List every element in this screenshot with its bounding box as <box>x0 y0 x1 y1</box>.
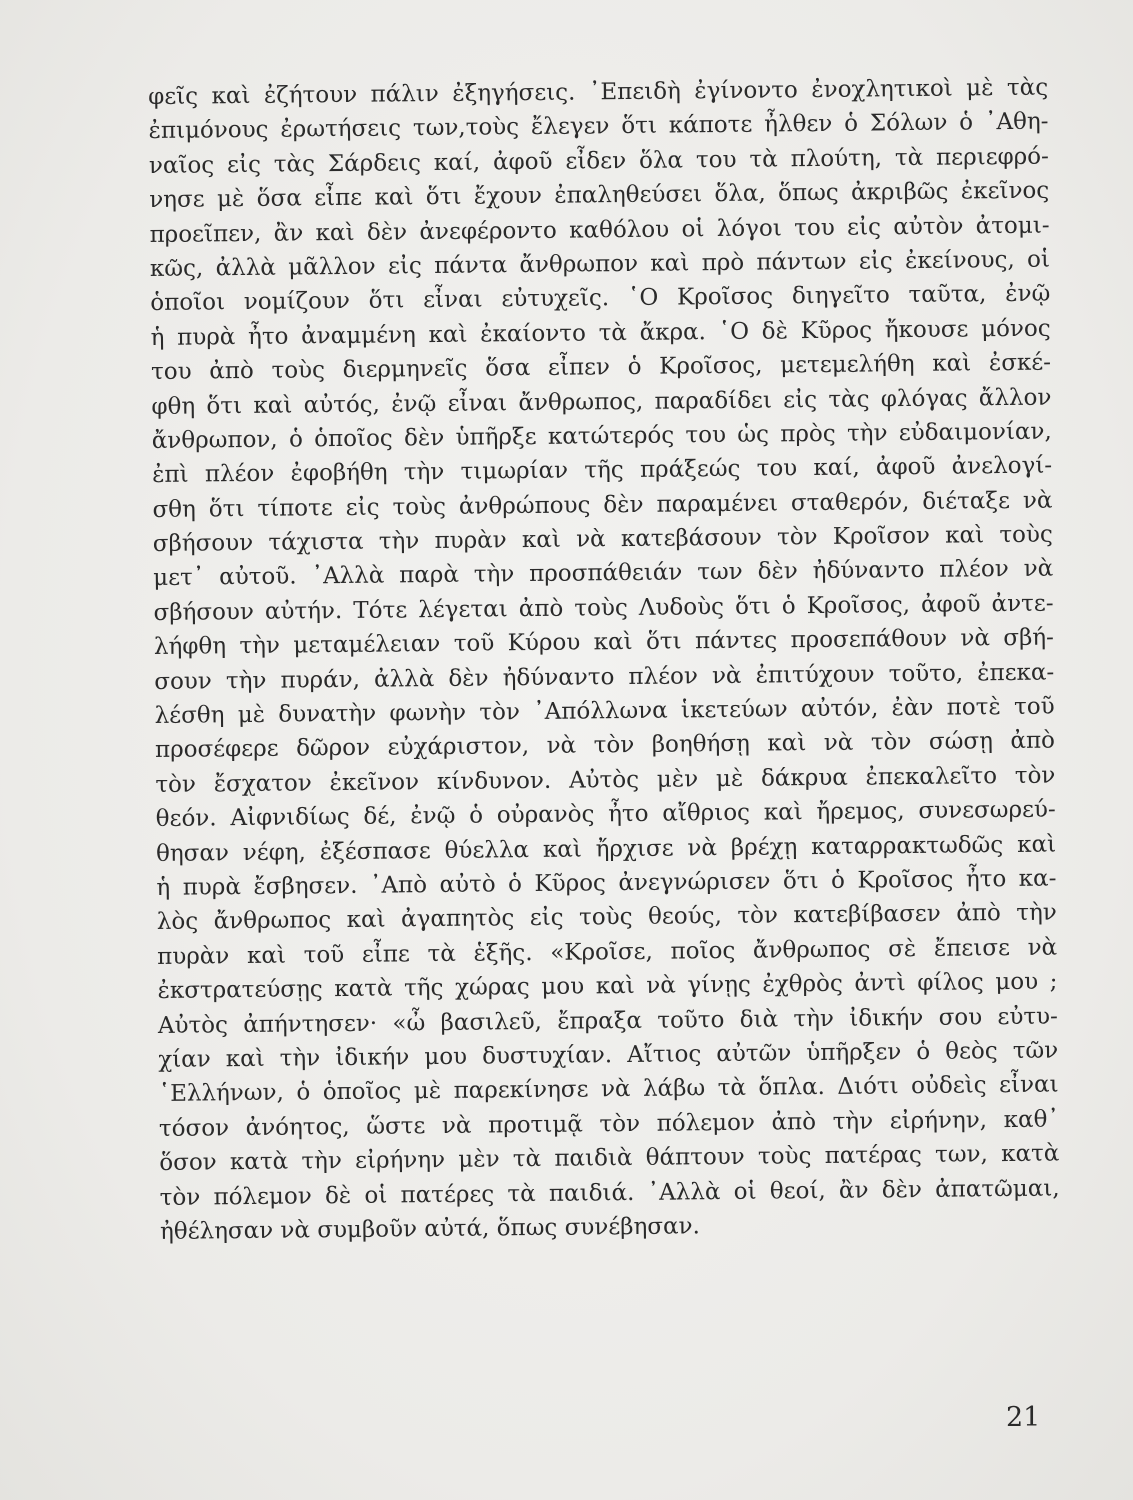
text-line: προεῖπεν, ἂν καὶ δὲν ἀνεφέροντο καθόλου οἱ λόγοι του εἰς αὐτὸν ἀτομι- <box>149 212 1050 248</box>
text-line: ἡ πυρὰ ἔσβησεν. ᾿Απὸ αὐτὸ ὁ Κῦρος ἀνεγνώρισεν ὅτι ὁ Κροῖσος ἦτο κα- <box>156 865 1057 901</box>
text-line: σθη ὅτι τίποτε εἰς τοὺς ἀνθρώπους δὲν παραμένει σταθερόν, διέταξε νὰ <box>152 487 1053 523</box>
body-text <box>148 71 1060 1250</box>
text-line: τὸν πόλεμον δὲ οἱ πατέρες τὰ παιδιά. ᾿Αλλὰ οἱ θεοί, ἂν δὲν ἀπατῶμαι, <box>159 1175 1060 1211</box>
text-line: λέσθη μὲ δυνατὴν φωνὴν τὸν ᾿Απόλλωνα ἱκετεύων αὐτόν, ἐὰν ποτὲ τοῦ <box>154 693 1055 729</box>
text-line: λήφθη τὴν μεταμέλειαν τοῦ Κύρου καὶ ὅτι πάντες προσεπάθουν νὰ σβή- <box>153 624 1055 661</box>
text-line: κῶς, ἀλλὰ μᾶλλον εἰς πάντα ἄνθρωπον καὶ πρὸ πάντων εἰς ἐκείνους, οἱ <box>149 246 1051 282</box>
text-line: ἠθέλησαν νὰ συμβοῦν αὐτά, ὅπως συνέβησαν. <box>159 1213 700 1245</box>
text-line: φθη ὅτι καὶ αὐτός, ἐνῷ εἶναι ἄνθρωπος, παραδίδει εἰς τὰς φλόγας ἄλλον <box>151 384 1052 420</box>
text-line: ἄνθρωπον, ὁ ὁποῖος δὲν ὑπῆρξε κατώτερός του ὡς πρὸς τὴν εὐδαιμονίαν, <box>151 418 1052 454</box>
text-line: τόσον ἀνόητος, ὥστε νὰ προτιμᾷ τὸν πόλεμον ἀπὸ τὴν εἰρήνην, καθ᾿ <box>158 1106 1060 1142</box>
text-line: σβήσουν αὐτήν. Τότε λέγεται ἀπὸ τοὺς Λυδοὺς ὅτι ὁ Κροῖσος, ἀφοῦ ἀντε- <box>153 590 1054 626</box>
text-line: λὸς ἄνθρωπος καὶ ἀγαπητὸς εἰς τοὺς θεούς, τὸν κατεβίβασεν ἀπὸ τὴν <box>156 899 1057 936</box>
text-line: ἐκστρατεύσῃς κατὰ τῆς χώρας μου καὶ νὰ γίνῃς ἐχθρὸς ἀντὶ φίλος μου ; <box>157 968 1058 1005</box>
text-line: σβήσουν τάχιστα τὴν πυρὰν καὶ νὰ κατεβάσουν τὸν Κροῖσον καὶ τοὺς <box>152 521 1053 558</box>
text-line: νησε μὲ ὅσα εἶπε καὶ ὅτι ἔχουν ἐπαληθεύσει ὅλα, ὅπως ἀκριβῶς ἐκεῖνος <box>149 177 1050 214</box>
text-line: θεόν. Αἰφνιδίως δέ, ἐνῷ ὁ οὐρανὸς ἦτο αἴθριος καὶ ἤρεμος, συνεσωρεύ- <box>155 796 1056 833</box>
text-line: σουν τὴν πυράν, ἀλλὰ δὲν ἠδύναντο πλέον νὰ ἐπιτύχουν τοῦτο, ἐπεκα- <box>154 659 1055 695</box>
text-line: πυρὰν καὶ τοῦ εἶπε τὰ ἑξῆς. «Κροῖσε, ποῖος ἄνθρωπος σὲ ἔπεισε νὰ <box>157 934 1058 970</box>
text-line: ῾Ελλήνων, ὁ ὁποῖος μὲ παρεκίνησε νὰ λάβω τὰ ὅπλα. Διότι οὐδεὶς εἶναι <box>158 1071 1059 1108</box>
text-line: ναῖος εἰς τὰς Σάρδεις καί, ἀφοῦ εἶδεν ὅλα του τὰ πλούτη, τὰ περιεφρό- <box>148 143 1049 179</box>
text-line: χίαν καὶ τὴν ἰδικήν μου δυστυχίαν. Αἴτιος αὐτῶν ὑπῆρξεν ὁ θεὸς τῶν <box>158 1037 1059 1073</box>
text-line: τὸν ἔσχατον ἐκεῖνον κίνδυνον. Αὐτὸς μὲν μὲ δάκρυα ἐπεκαλεῖτο τὸν <box>155 762 1056 798</box>
page-number: 21 <box>1006 1402 1041 1433</box>
text-line: προσέφερε δῶρον εὐχάριστον, νὰ τὸν βοηθήσῃ καὶ νὰ τὸν σώσῃ ἀπὸ <box>154 727 1056 764</box>
text-line: ἐπιμόνους ἐρωτήσεις των,τοὺς ἔλεγεν ὅτι κάποτε ἦλθεν ὁ Σόλων ὁ ᾿Αθη- <box>148 108 1049 145</box>
text-line: ἡ πυρὰ ἦτο ἀναμμένη καὶ ἐκαίοντο τὰ ἄκρα. ῾Ο δὲ Κῦρος ἤκουσε μόνος <box>150 315 1051 351</box>
text-line: Αὐτὸς ἀπήντησεν· «ὦ βασιλεῦ, ἔπραξα τοῦτο διὰ τὴν ἰδικήν σου εὐτυ- <box>157 1003 1058 1039</box>
text-line: θησαν νέφη, ἐξέσπασε θύελλα καὶ ἤρχισε νὰ βρέχῃ καταρρακτωδῶς καὶ <box>155 831 1057 867</box>
text-line: του ἀπὸ τοὺς διερμηνεῖς ὅσα εἶπεν ὁ Κροῖσος, μετεμελήθη καὶ ἐσκέ- <box>150 349 1052 386</box>
text-line: φεῖς καὶ ἐζήτουν πάλιν ἐξηγήσεις. ᾿Επειδὴ ἐγίνοντο ἐνοχλητικοὶ μὲ τὰς <box>148 74 1049 110</box>
text-line: μετ᾿ αὐτοῦ. ᾿Αλλὰ παρὰ τὴν προσπάθειάν των δὲν ἠδύναντο πλέον νὰ <box>153 556 1054 592</box>
text-line: ὁποῖοι νομίζουν ὅτι εἶναι εὐτυχεῖς. ῾Ο Κροῖσος διηγεῖτο ταῦτα, ἐνῷ <box>150 280 1051 317</box>
text-line: ἐπὶ πλέον ἐφοβήθη τὴν τιμωρίαν τῆς πράξεώς του καί, ἀφοῦ ἀνελογί- <box>152 452 1053 489</box>
text-line: ὅσον κατὰ τὴν εἰρήνην μὲν τὰ παιδιὰ θάπτουν τοὺς πατέρας των, κατὰ <box>159 1140 1060 1177</box>
